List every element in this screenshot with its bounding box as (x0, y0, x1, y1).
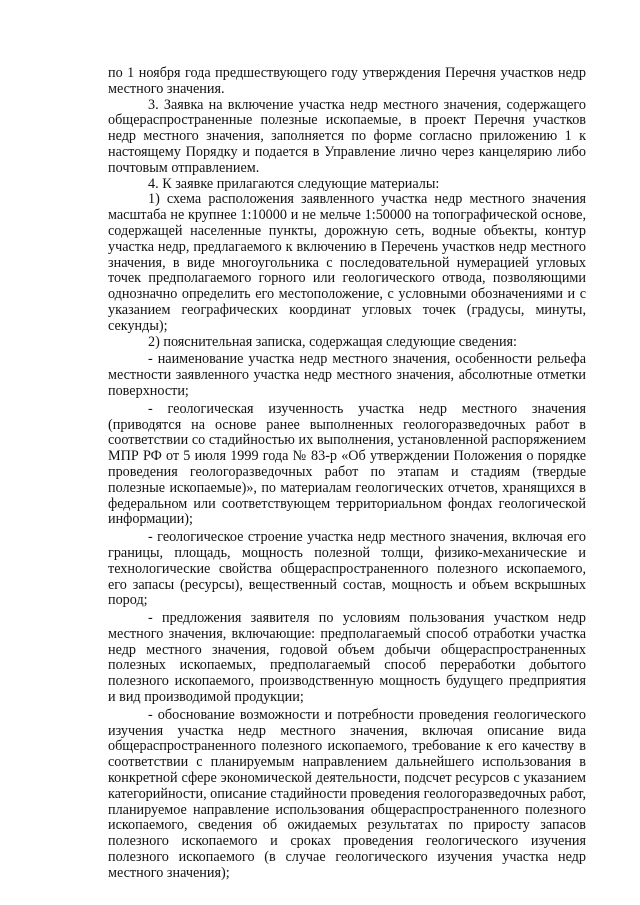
list-item-geological-study: - геологическая изученность участка недр местного значения (приводятся на основе ранее выполненных геологоразведочных работ в соответствии со стадийностью их выполнения, установленной распоряжением МПР РФ от 5 июля 1999 года № 83-р «Об утверждении Положения о порядке проведения геологоразведочных работ по этапам и стадиям (твердые полезные ископаемые)», по материалам геологических отчетов, хранящихся в федеральном или соответствующем территориальном фондах геологической информации); (108, 400, 586, 528)
list-item-justification: - обоснование возможности и потребности проведения геологического изучения участка недр местного значения, включая описание вида общераспространенного полезного ископаемого, требование к его качеству в соответствии с планируемым направлением дальнейшего использования в конкретной сфере экономической деятельности, подсчет ресурсов с указанием категорийности, описание стадийности проведения геологоразведочных работ, планируемое направление использования общераспространенного полезного ископаемого, сведения об ожидаемых результатах по приросту запасов полезного ископаемого и сроках проведения геологического изучения полезного ископаемого (в случае геологического изучения участка недр местного значения); (108, 706, 586, 881)
document-page (108, 66, 586, 882)
paragraph-3-application: 3. Заявка на включение участка недр местного значения, содержащего общераспространенные полезные ископаемые, в проект Перечня участков недр местного значения, заполняется по форме согласно приложению 1 к настоящему Порядку и подается в Управление лично через канцелярию либо почтовым отправлением. (108, 96, 586, 176)
list-item-name-relief: - наименование участка недр местного значения, особенности рельефа местности заявленного участка недр местного значения, абсолютные отметки поверхности; (108, 351, 586, 399)
paragraph-scheme: 1) схема расположения заявленного участка недр местного значения масштаба не крупнее 1:10000 и не мельче 1:50000 на топографической основе, содержащей населенные пункты, дорожную сеть, водные объекты, контур участка недр, предлагаемого к включению в Перечень участков недр местного значения, в виде многоугольника с последовательной нумерацией угловых точек предполагаемого горного или геологического отвода, позволяющими однозначно определить его местоположение, с условными обозначениями и с указанием географических координат угловых точек (градусы, минуты, секунды); (108, 191, 586, 334)
list-item-proposals: - предложения заявителя по условиям пользования участком недр местного значения, включающие: предполагаемый способ отработки участка недр местного значения, годовой объем добычи общераспространенных полезных ископаемых, предполагаемый способ переработки добытого полезного ископаемого, производственную мощность будущего предприятия и вид производимой продукции; (108, 610, 586, 706)
paragraph-explanatory-note: 2) пояснительная записка, содержащая следующие сведения: (148, 333, 517, 350)
paragraph-4-materials: 4. К заявке прилагаются следующие материалы: (148, 175, 440, 192)
paragraph-deadline: по 1 ноября года предшествующего году утверждения Перечня участков недр местного значения. (108, 65, 586, 97)
list-item-geological-structure: - геологическое строение участка недр местного значения, включая его границы, площадь, мощность полезной толщи, физико-механические и технологические свойства общераспространенного полезного ископаемого, его запасы (ресурсы), вещественный состав, мощность и объем вскрышных пород; (108, 529, 586, 609)
